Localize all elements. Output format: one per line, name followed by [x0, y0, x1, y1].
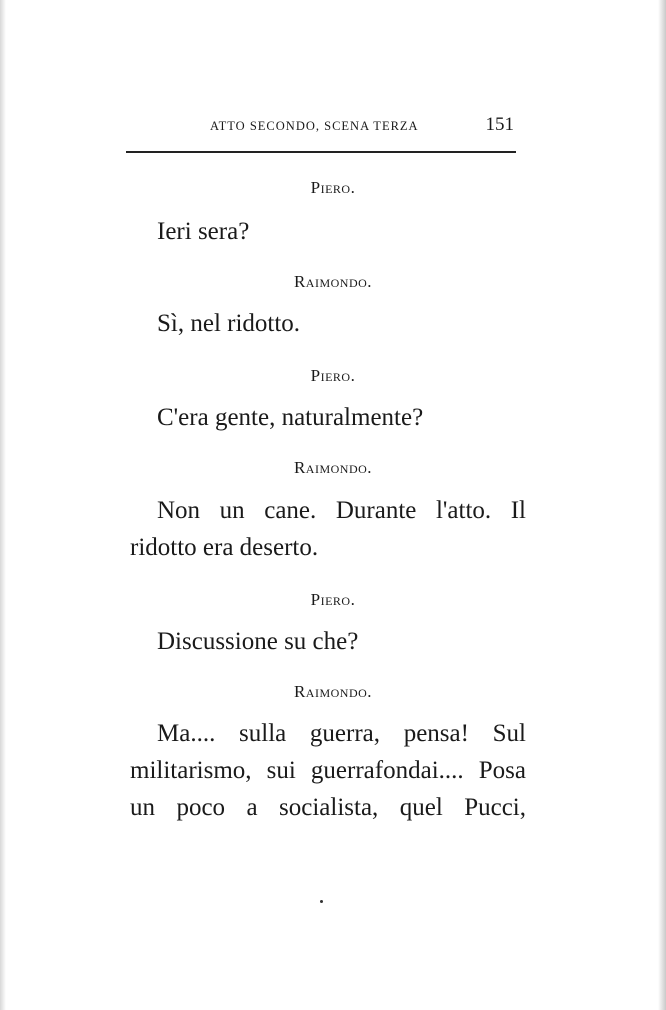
dialogue-line: Ma.... sulla guerra, pensa! Sul	[157, 720, 526, 747]
speaker-name: Piero.	[310, 178, 356, 197]
page-edge-left	[0, 0, 6, 1010]
dialogue-line: Ieri sera?	[157, 218, 250, 245]
speaker-name: Piero.	[310, 590, 356, 609]
page-number: 151	[485, 114, 514, 135]
dialogue-line: Non un cane. Durante l'atto. Il	[157, 497, 526, 524]
dialogue-line: Discussione su che?	[157, 628, 359, 655]
dialogue-line: militarismo, sui guerrafondai.... Posa	[130, 757, 526, 784]
dialogue-line: ridotto era deserto.	[130, 534, 319, 561]
header-rule	[126, 151, 516, 153]
dialogue-line: C'era gente, naturalmente?	[157, 404, 424, 431]
speaker-name: Raimondo.	[293, 272, 373, 291]
dialogue-line: un poco a socialista, quel Pucci,	[130, 794, 526, 821]
page-edge-right	[658, 0, 666, 1010]
dialogue-line: Sì, nel ridotto.	[157, 310, 301, 337]
running-head	[126, 112, 516, 142]
speaker-name: Raimondo.	[293, 458, 373, 477]
running-title: ATTO SECONDO, SCENA TERZA	[210, 119, 419, 133]
print-speck	[320, 900, 323, 903]
speaker-name: Raimondo.	[293, 682, 373, 701]
speaker-name: Piero.	[310, 366, 356, 385]
